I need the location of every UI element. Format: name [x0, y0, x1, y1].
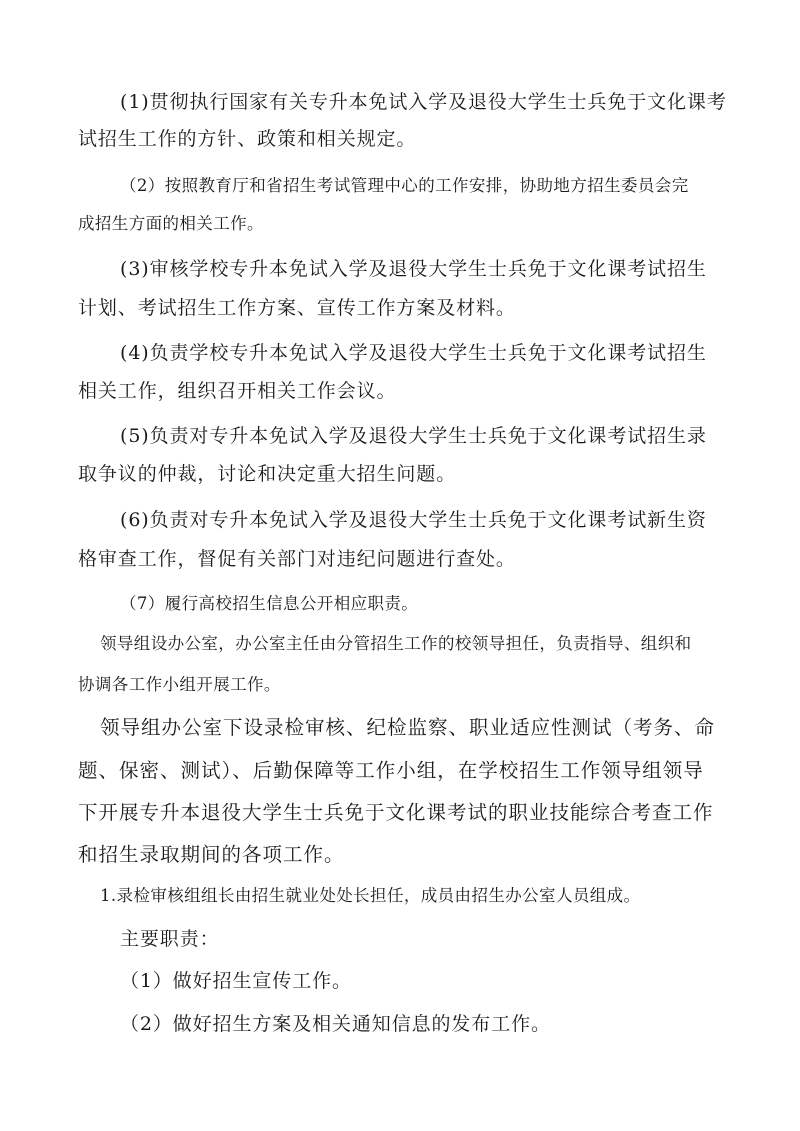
paragraph-5-line-1: (5)负责对专升本免试入学及退役大学生士兵免于文化课考试招生录	[120, 425, 707, 447]
main-duties-heading: 主要职责：	[120, 928, 220, 950]
paragraph-8-line-2: 协调各工作小组开展工作。	[78, 675, 281, 694]
paragraph-1-line-2: 试招生工作的方针、政策和相关规定。	[78, 128, 417, 150]
paragraph-3-line-2: 计划、考试招生工作方案、宣传工作方案及材料。	[78, 297, 516, 319]
paragraph-9-line-2: 题、保密、测试）、后勤保障等工作小组，在学校招生工作领导组领导	[78, 759, 704, 782]
paragraph-8-line-1: 领导组设办公室，办公室主任由分管招生工作的校领导担任，负责指导、组织和	[100, 634, 692, 653]
paragraph-9-line-1: 领导组办公室下设录检审核、纪检监察、职业适应性测试（考务、命	[100, 716, 716, 739]
paragraph-3-line-1: (3)审核学校专升本免试入学及退役大学生士兵免于文化课考试招生	[120, 258, 707, 280]
paragraph-4-line-2: 相关工作，组织召开相关工作会议。	[78, 380, 397, 402]
paragraph-2-line-1: （2）按照教育厅和省招生考试管理中心的工作安排，协助地方招生委员会完	[120, 176, 689, 195]
paragraph-6-line-2: 格审查工作，督促有关部门对违纪问题进行查处。	[78, 548, 516, 570]
duty-item-2: （2）做好招生方案及相关通知信息的发布工作。	[120, 1013, 551, 1035]
paragraph-1-line-1: (1)贯彻执行国家有关专升本免试入学及退役大学生士兵免于文化课考	[120, 91, 727, 113]
paragraph-9-line-3: 下开展专升本退役大学生士兵免于文化课考试的职业技能综合考查工作	[78, 801, 714, 824]
paragraph-2-line-2: 成招生方面的相关工作。	[78, 214, 264, 233]
duty-item-1: （1）做好招生宣传工作。	[120, 970, 352, 992]
paragraph-9-line-4: 和招生录取期间的各项工作。	[78, 843, 345, 866]
paragraph-6-line-1: (6)负责对专升本免试入学及退役大学生士兵免于文化课考试新生资	[120, 509, 707, 531]
paragraph-10-line-1: 1.录检审核组组长由招生就业处处长担任，成员由招生办公室人员组成。	[100, 886, 641, 905]
paragraph-4-line-1: (4)负责学校专升本免试入学及退役大学生士兵免于文化课考试招生	[120, 342, 707, 364]
paragraph-5-line-2: 取争议的仲裁，讨论和决定重大招生问题。	[78, 463, 457, 485]
paragraph-7-line-1: （7）履行高校招生信息公开相应职责。	[120, 594, 419, 613]
